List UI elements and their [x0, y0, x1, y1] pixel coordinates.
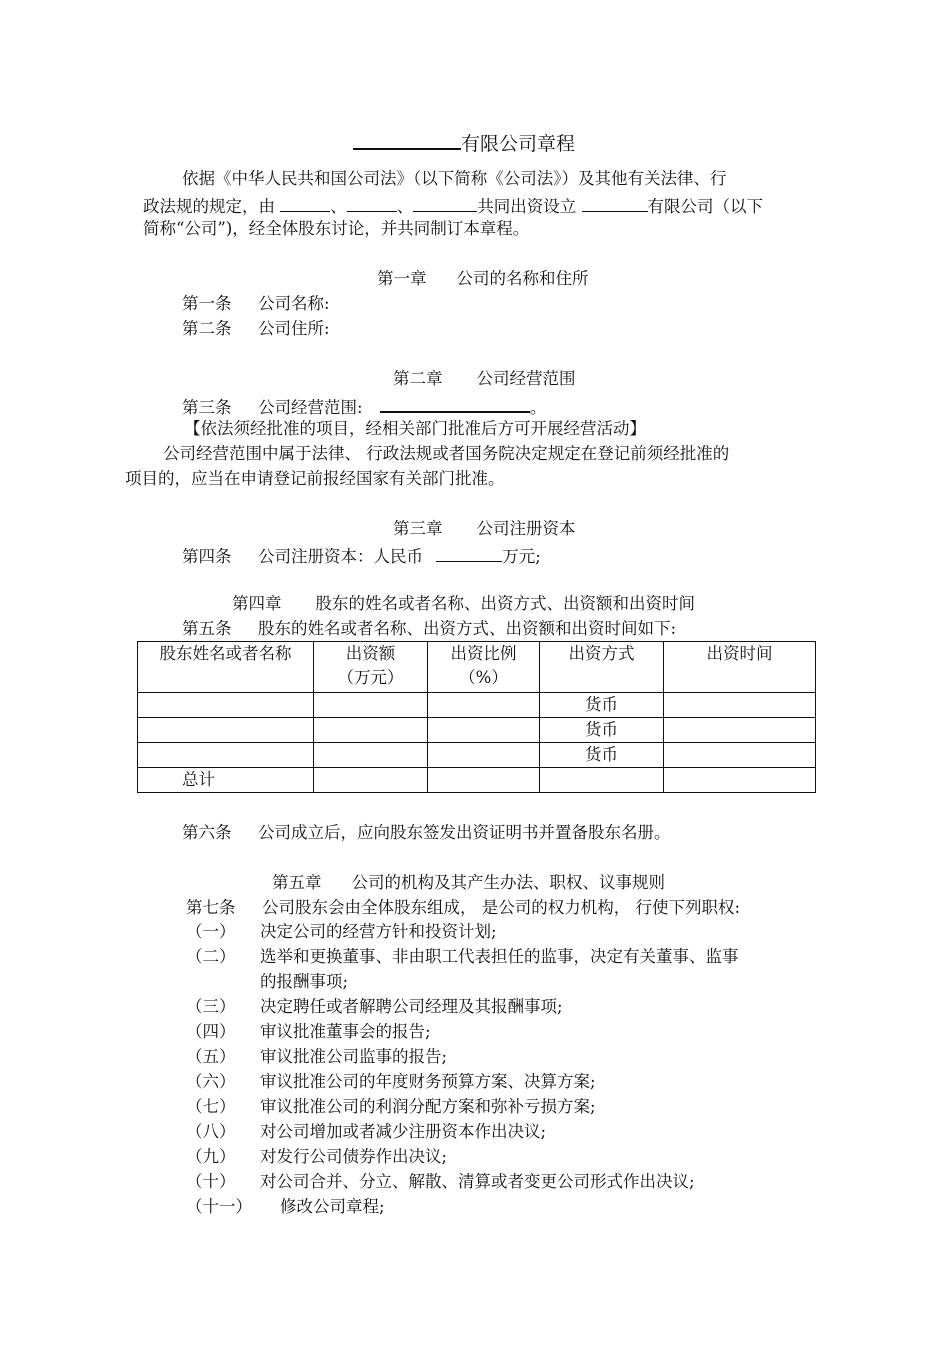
cell-time[interactable] [664, 743, 816, 768]
shareholder-blank-1[interactable] [280, 193, 330, 212]
cell-name[interactable] [138, 693, 314, 718]
cell-ratio[interactable] [428, 693, 540, 718]
company-name-blank[interactable] [353, 130, 461, 150]
article-7: 第七条 公司股东会由全体股东组成， 是公司的权力机构， 行使下列职权: [186, 898, 741, 917]
shareholder-blank-2[interactable] [347, 193, 397, 212]
cell-method: 货币 [540, 693, 664, 718]
total-time[interactable] [664, 768, 816, 793]
article-6: 第六条 公司成立后，应向股东签发出资证明书并置备股东名册。 [182, 823, 671, 842]
chapter-5-heading: 第五章 公司的机构及其产生办法、职权、议事规则 [272, 873, 665, 892]
list-item: （七） 审议批准公司的利润分配方案和弥补亏损方案; [186, 1097, 596, 1116]
preamble-line-2: 政法规的规定，由 、 、 共同出资设立 有限公司（以下 [143, 193, 763, 218]
cell-time[interactable] [664, 693, 816, 718]
article-2: 第二条 公司住所: [182, 319, 330, 338]
total-ratio[interactable] [428, 768, 540, 793]
list-item: （三） 决定聘任或者解聘公司经理及其报酬事项; [186, 997, 563, 1016]
registered-capital-blank[interactable] [436, 543, 502, 562]
table-row [138, 743, 816, 768]
total-method[interactable] [540, 768, 664, 793]
list-item: （八） 对公司增加或者减少注册资本作出决议; [186, 1122, 547, 1141]
list-item: （五） 审议批准公司监事的报告; [186, 1047, 448, 1066]
article-3: 第三条 公司经营范围: 。 [182, 393, 546, 419]
cell-ratio[interactable] [428, 718, 540, 743]
company-name-blank-2[interactable] [582, 193, 648, 212]
list-item: （六） 审议批准公司的年度财务预算方案、决算方案; [186, 1072, 596, 1091]
chapter-3-heading: 第三章 公司注册资本 [393, 519, 576, 538]
header-amount: 出资额 （万元） [314, 642, 428, 693]
total-amount[interactable] [314, 768, 428, 793]
list-item: （十一） 修改公司章程; [186, 1197, 385, 1216]
table-total-row [138, 768, 816, 793]
scope-paragraph-line-2: 项目的，应当在申请登记前报经国家有关部门批准。 [125, 469, 505, 488]
table-row [138, 718, 816, 743]
chapter-2-heading: 第二章 公司经营范围 [393, 369, 576, 388]
list-item: （九） 对发行公司债券作出决议; [186, 1147, 448, 1166]
cell-amount[interactable] [314, 718, 428, 743]
article-4: 第四条 公司注册资本：人民币 万元; [182, 543, 541, 568]
cell-name[interactable] [138, 743, 314, 768]
article-5: 第五条 股东的姓名或者名称、出资方式、出资额和出资时间如下: [182, 619, 677, 638]
cell-ratio[interactable] [428, 743, 540, 768]
cell-amount[interactable] [314, 693, 428, 718]
list-item: （二） 选举和更换董事、非由职工代表担任的监事，决定有关董事、监事 [186, 947, 739, 966]
total-label: 总计 [138, 768, 314, 793]
table-header-row [138, 642, 816, 693]
cell-name[interactable] [138, 718, 314, 743]
table-row [138, 693, 816, 718]
list-item: （四） 审议批准董事会的报告; [186, 1022, 431, 1041]
header-shareholder-name: 股东姓名或者名称 [138, 642, 314, 693]
header-method: 出资方式 [540, 642, 664, 693]
list-item-continuation: 的报酬事项; [260, 972, 349, 991]
shareholder-contribution-table [137, 641, 816, 793]
cell-amount[interactable] [314, 743, 428, 768]
list-item: （十） 对公司合并、分立、解散、清算或者变更公司形式作出决议; [186, 1172, 695, 1191]
document-title: 有限公司章程 [353, 130, 575, 155]
cell-method: 货币 [540, 743, 664, 768]
article-1: 第一条 公司名称: [182, 294, 330, 313]
business-scope-blank[interactable] [380, 393, 530, 413]
cell-time[interactable] [664, 718, 816, 743]
chapter-4-heading: 第四章 股东的姓名或者名称、出资方式、出资额和出资时间 [232, 594, 695, 613]
approval-note: 【依法须经批准的项目，经相关部门批准后方可开展经营活动】 [184, 419, 646, 438]
list-item: （一） 决定公司的经营方针和投资计划; [186, 922, 497, 941]
cell-method: 货币 [540, 718, 664, 743]
header-ratio: 出资比例 （%） [428, 642, 540, 693]
preamble-line-1: 依据《中华人民共和国公司法》（以下简称《公司法》）及其他有关法律、行 [182, 169, 727, 188]
chapter-1-heading: 第一章 公司的名称和住所 [377, 269, 589, 288]
header-time: 出资时间 [664, 642, 816, 693]
preamble-line-3: 简称“公司”)，经全体股东讨论，并共同制订本章程。 [143, 219, 530, 238]
scope-paragraph-line-1: 公司经营范围中属于法律、 行政法规或者国务院决定规定在登记前须经批准的 [163, 444, 730, 463]
shareholder-blank-3[interactable] [413, 193, 477, 212]
